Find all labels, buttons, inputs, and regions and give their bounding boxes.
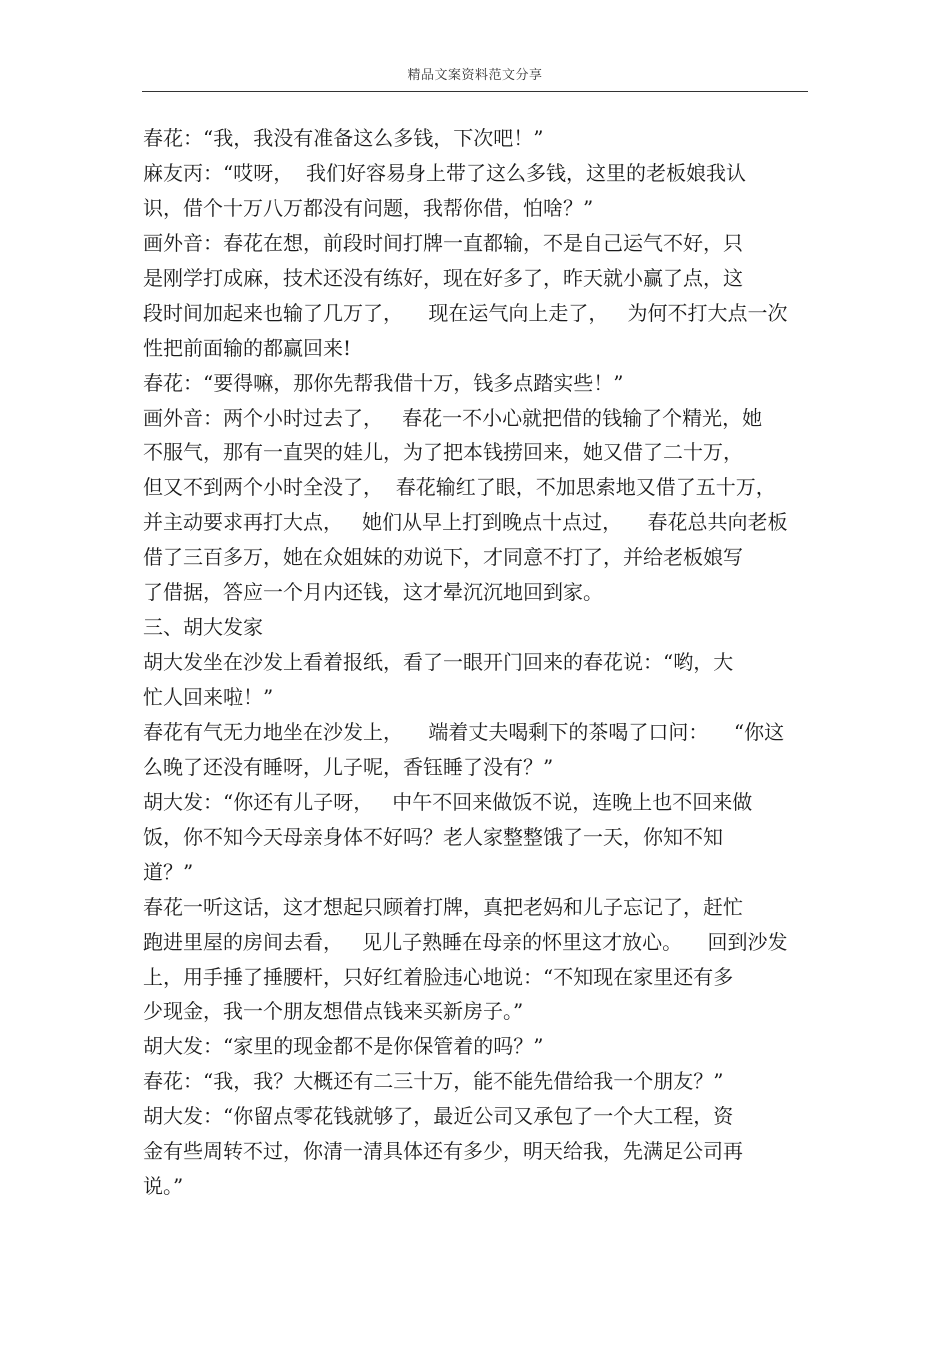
text-line: 少现金，我一个朋友想借点钱来买新房子。” [143,999,524,1024]
text-line: 了借据，答应一个月内还钱，这才晕沉沉地回到家。 [143,580,603,605]
text-line: 道？” [143,859,194,884]
text-line: 不服气，那有一直哭的娃儿，为了把本钱捞回来，她又借了二十万， [143,440,743,465]
text-line: 说。” [143,1174,184,1199]
text-line: 胡大发：“你留点零花钱就够了，最近公司又承包了一个大工程，资 [143,1104,734,1129]
text-line: 春花一听这话，这才想起只顾着打牌，真把老妈和儿子忘记了，赶忙 [143,894,743,919]
text-line: 是刚学打成麻，技术还没有练好，现在好多了，昨天就小赢了点，这 [143,265,743,290]
document-body [143,121,811,1204]
header-divider [142,91,808,92]
text-line: 春花有气无力地坐在沙发上， 端着丈夫喝剩下的茶喝了口问： “你这 [143,719,785,744]
text-line: 跑进里屋的房间去看， 见儿子熟睡在母亲的怀里这才放心。 回到沙发 [143,929,788,954]
text-line: 借了三百多万，她在众姐妹的劝说下，才同意不打了，并给老板娘写 [143,545,743,570]
text-line: 春花：“我，我？大概还有二三十万，能不能先借给我一个朋友？” [143,1069,724,1094]
text-line: 胡大发坐在沙发上看着报纸，看了一眼开门回来的春花说：“哟，大 [143,650,734,675]
text-line: 么晚了还没有睡呀，儿子呢，香钰睡了没有？” [143,754,554,779]
text-line: 金有些周转不过，你清一清具体还有多少，明天给我，先满足公司再 [143,1139,743,1164]
text-line: 上，用手捶了捶腰杆，只好红着脸违心地说：“不知现在家里还有多 [143,964,734,989]
text-line: 饭，你不知今天母亲身体不好吗？老人家整整饿了一天，你知不知 [143,824,723,849]
text-line: 麻友丙：“哎呀， 我们好容易身上带了这么多钱，这里的老板娘我认 [143,160,746,185]
text-line: 三、胡大发家 [143,615,263,640]
text-line: 识，借个十万八万都没有问题，我帮你借，怕啥？” [143,195,594,220]
text-line: 并主动要求再打大点， 她们从早上打到晚点十点过， 春花总共向老板 [143,510,788,535]
text-line: 性把前面输的都赢回来! [143,335,352,360]
text-line: 春花：“我，我没有准备这么多钱，下次吧！” [143,126,544,150]
text-line: 胡大发：“你还有儿子呀， 中午不回来做饭不说，连晚上也不回来做 [143,789,753,814]
text-line: 忙人回来啦！” [143,685,274,709]
text-line: 但又不到两个小时全没了， 春花输红了眼，不加思索地又借了五十万， [143,475,776,500]
text-line: 春花：“要得嘛，那你先帮我借十万，钱多点踏实些！” [143,370,624,395]
text-line: 画外音：两个小时过去了， 春花一不小心就把借的钱输了个精光，她 [143,405,763,430]
text-line: 胡大发：“家里的现金都不是你保管着的吗？” [143,1034,544,1059]
page-header-title: 精品文案资料范文分享 [407,68,543,83]
text-line: 段时间加起来也输了几万了， 现在运气向上走了， 为何不打大点一次 [143,300,788,325]
text-line: 画外音：春花在想，前段时间打牌一直都输，不是自己运气不好，只 [143,230,743,255]
